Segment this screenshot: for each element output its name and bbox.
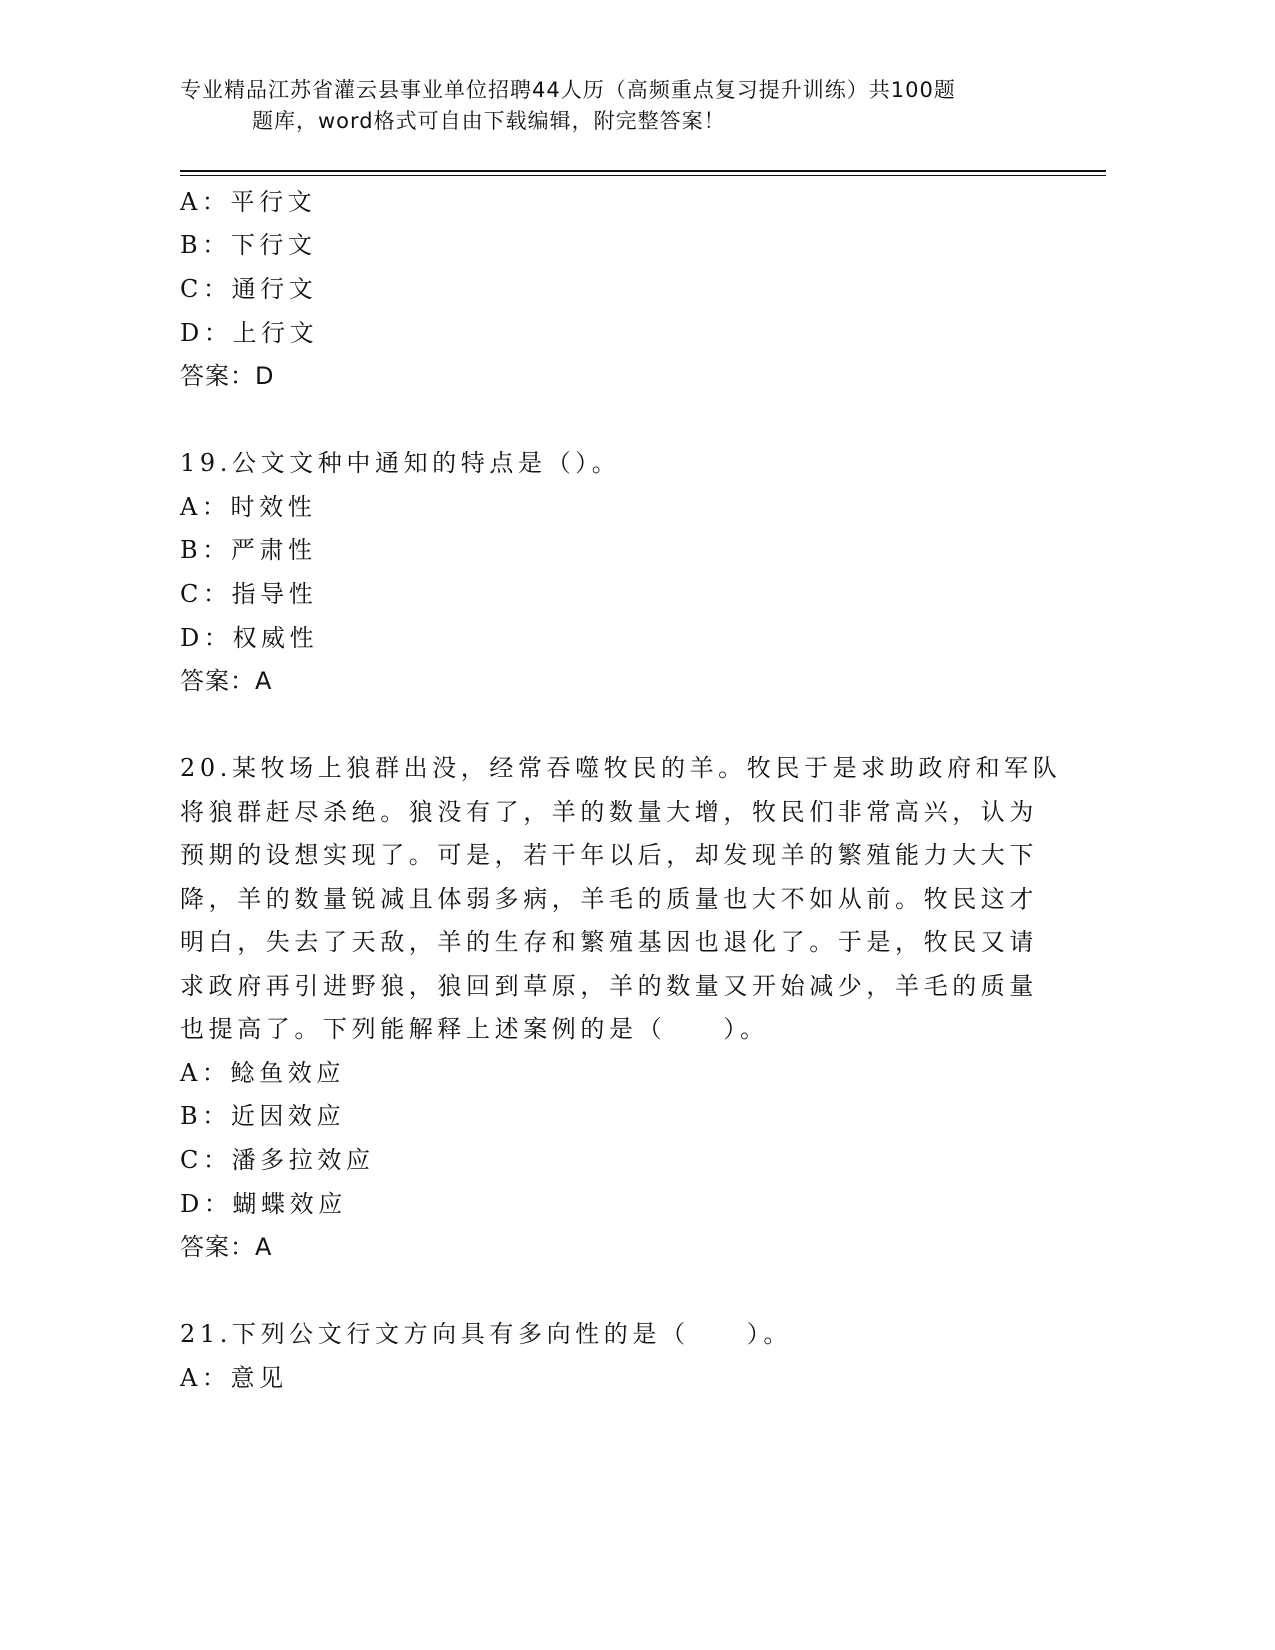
- q18-option-b: B：下行文: [180, 231, 317, 259]
- q20-stem-line: 也提高了。下列能解释上述案例的是（ ）。: [180, 1015, 769, 1043]
- q18-option-a: A：平行文: [180, 188, 317, 216]
- q19-option-b: B：严肃性: [180, 536, 317, 564]
- q20-stem-line: 将狼群赶尽杀绝。狼没有了，羊的数量大增，牧民们非常高兴，认为: [180, 798, 1038, 826]
- q19-answer: 答案：A: [180, 667, 273, 695]
- header-rule-top: [180, 170, 1106, 172]
- q19-option-d: D：权威性: [180, 624, 319, 652]
- q19-option-c: C：指导性: [180, 580, 318, 608]
- q20-option-a: A：鲶鱼效应: [180, 1059, 345, 1087]
- q19-stem: 19.公文文种中通知的特点是（）。: [180, 449, 621, 477]
- q20-stem-line: 明白，失去了天敌，羊的生存和繁殖基因也退化了。于是，牧民又请: [180, 928, 1038, 956]
- q18-answer: 答案：D: [180, 362, 275, 390]
- document-title-line1: 专业精品江苏省灌云县事业单位招聘44人历（高频重点复习提升训练）共100题: [180, 78, 956, 102]
- q21-stem: 21.下列公文行文方向具有多向性的是（ ）。: [180, 1320, 792, 1348]
- q19-option-a: A：时效性: [180, 493, 317, 521]
- q20-stem-line: 求政府再引进野狼，狼回到草原，羊的数量又开始减少，羊毛的质量: [180, 972, 1038, 1000]
- header-rule-bottom: [180, 175, 1106, 176]
- q20-answer: 答案：A: [180, 1233, 273, 1261]
- q20-option-c: C：潘多拉效应: [180, 1146, 375, 1174]
- q18-option-d: D：上行文: [180, 319, 319, 347]
- q18-option-c: C：通行文: [180, 275, 318, 303]
- q20-option-d: D：蝴蝶效应: [180, 1190, 347, 1218]
- q20-stem-line: 20.某牧场上狼群出没，经常吞噬牧民的羊。牧民于是求助政府和军队: [180, 754, 1062, 782]
- q21-option-a: A：意见: [180, 1364, 288, 1392]
- q20-stem-line: 降，羊的数量锐减且体弱多病，羊毛的质量也大不如从前。牧民这才: [180, 885, 1038, 913]
- document-title-line2: 题库，word格式可自由下载编辑，附完整答案！: [252, 109, 726, 133]
- q20-stem-line: 预期的设想实现了。可是，若干年以后，却发现羊的繁殖能力大大下: [180, 841, 1038, 869]
- q20-option-b: B：近因效应: [180, 1102, 346, 1130]
